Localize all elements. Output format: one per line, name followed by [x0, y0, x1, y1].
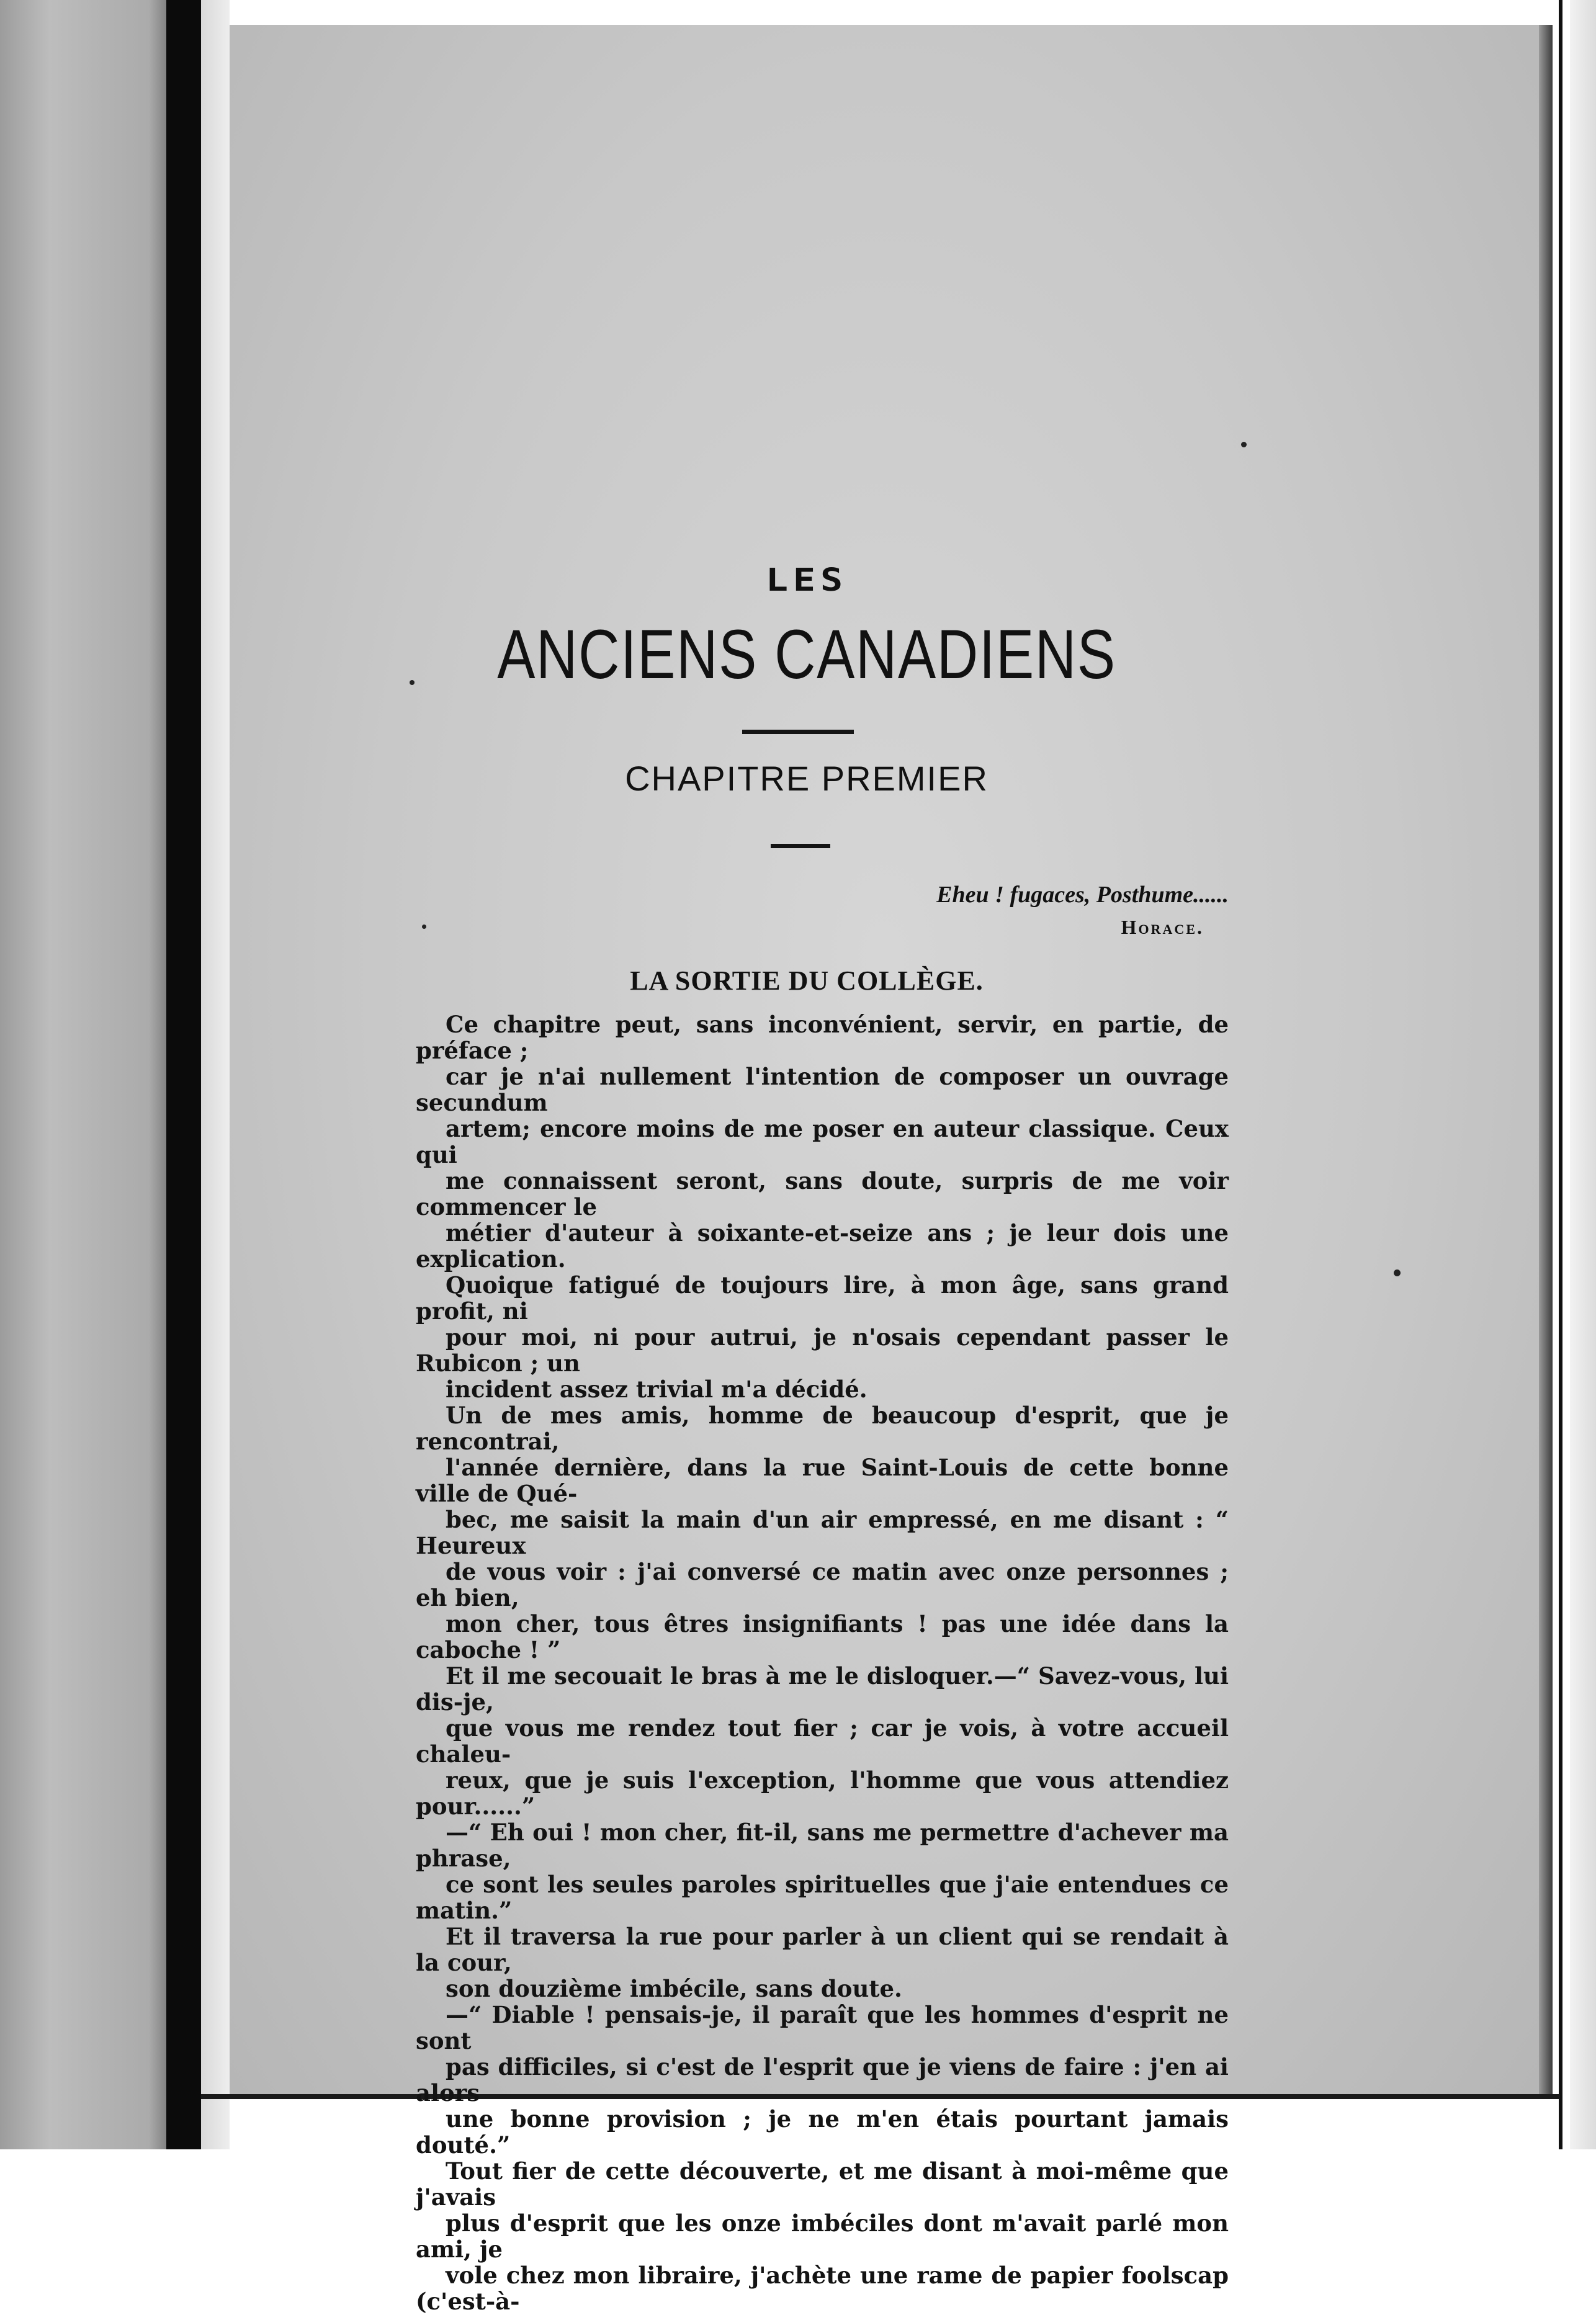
ink-speck — [422, 925, 426, 929]
text-line: métier d'auteur à soixante-et-seize ans ; je leur dois une explication. — [416, 1219, 1229, 1273]
ink-speck — [1394, 1269, 1401, 1276]
text-line: que vous me rendez tout fier ; car je vois, à votre accueil chaleu- — [416, 1714, 1229, 1768]
text-line: mon cher, tous êtres insignifiants ! pas une idée dans la caboche ! ” — [416, 1610, 1229, 1663]
text-line: de vous voir : j'ai conversé ce matin avec onze personnes ; eh bien, — [416, 1558, 1229, 1611]
text-line: artem; encore moins de me poser en auteur classique. Ceux qui — [416, 1115, 1229, 1168]
paragraph — [416, 2002, 1229, 2158]
text-line: Et il me secouait le bras à me le disloquer.—“ Savez-vous, lui dis-je, — [416, 1662, 1229, 1716]
section-title: LA SORTIE DU COLLÈGE. — [630, 965, 984, 996]
ink-speck — [410, 680, 415, 685]
text-line: l'année dernière, dans la rue Saint-Louis de cette bonne ville de Qué- — [416, 1454, 1229, 1507]
ink-speck — [1241, 442, 1247, 447]
text-line: —“ Diable ! pensais-je, il paraît que les hommes d'esprit ne sont — [416, 2001, 1229, 2054]
epigraph: Eheu ! fugaces, Posthume...... — [936, 882, 1229, 908]
facing-page — [0, 0, 166, 2149]
paragraph — [416, 1402, 1229, 2002]
scan-frame-margin — [1570, 0, 1596, 2149]
text-line: reux, que je suis l'exception, l'homme que vous attendiez pour......” — [416, 1766, 1229, 1820]
text-line: car je n'ai nullement l'intention de composer un ouvrage secundum — [416, 1063, 1229, 1116]
text-line: Tout fier de cette découverte, et me disant à moi-même que j'avais — [416, 2157, 1229, 2211]
book-title: ANCIENS CANADIENS — [497, 616, 1116, 693]
text-line: une bonne provision ; je ne m'en étais pourtant jamais douté.” — [416, 2105, 1229, 2159]
page-inner-margin — [201, 0, 230, 2149]
paragraph — [416, 1011, 1229, 1402]
text-line: Quoique fatigué de toujours lire, à mon âge, sans grand profit, ni — [416, 1271, 1229, 1325]
title-rule — [742, 730, 854, 734]
text-line: me connaissent seront, sans doute, surpris de me voir commencer le — [416, 1167, 1229, 1220]
chapter-rule — [771, 844, 830, 848]
scan-frame-right — [1559, 0, 1562, 2149]
text-line: Et il traversa la rue pour parler à un client qui se rendait à la cour, — [416, 1923, 1229, 1976]
text-line: —“ Eh oui ! mon cher, fit-il, sans me permettre d'achever ma phrase, — [416, 1819, 1229, 1872]
text-line: pas difficiles, si c'est de l'esprit que je viens de faire : j'en ai alors — [416, 2053, 1229, 2107]
title-line-les: LES — [765, 562, 848, 599]
chapter-heading: CHAPITRE PREMIER — [625, 759, 989, 798]
text-line: pour moi, ni pour autrui, je n'osais cependant passer le Rubicon ; un — [416, 1323, 1229, 1377]
text-line: bec, me saisit la main d'un air empressé, en me disant : “ Heureux — [416, 1506, 1229, 1559]
text-line: plus d'esprit que les onze imbéciles dont m'avait parlé mon ami, je — [416, 2210, 1229, 2263]
paragraph — [416, 2158, 1229, 2314]
page-edge-shadow — [1539, 25, 1553, 2094]
text-line: Un de mes amis, homme de beaucoup d'esprit, que je rencontrai, — [416, 1402, 1229, 1455]
book-gutter — [166, 0, 201, 2149]
epigraph-author: Horace. — [1121, 916, 1204, 938]
body-text — [416, 1011, 1229, 2314]
text-line: son douzième imbécile, sans doute. — [446, 1975, 902, 2002]
text-line: vole chez mon libraire, j'achète une rame de papier foolscap (c'est-à- — [416, 2262, 1229, 2315]
text-line: Ce chapitre peut, sans inconvénient, servir, en partie, de préface ; — [416, 1011, 1229, 1064]
text-line: incident assez trivial m'a décidé. — [446, 1376, 867, 1403]
text-line: ce sont les seules paroles spirituelles que j'aie entendues ce matin.” — [416, 1871, 1229, 1924]
